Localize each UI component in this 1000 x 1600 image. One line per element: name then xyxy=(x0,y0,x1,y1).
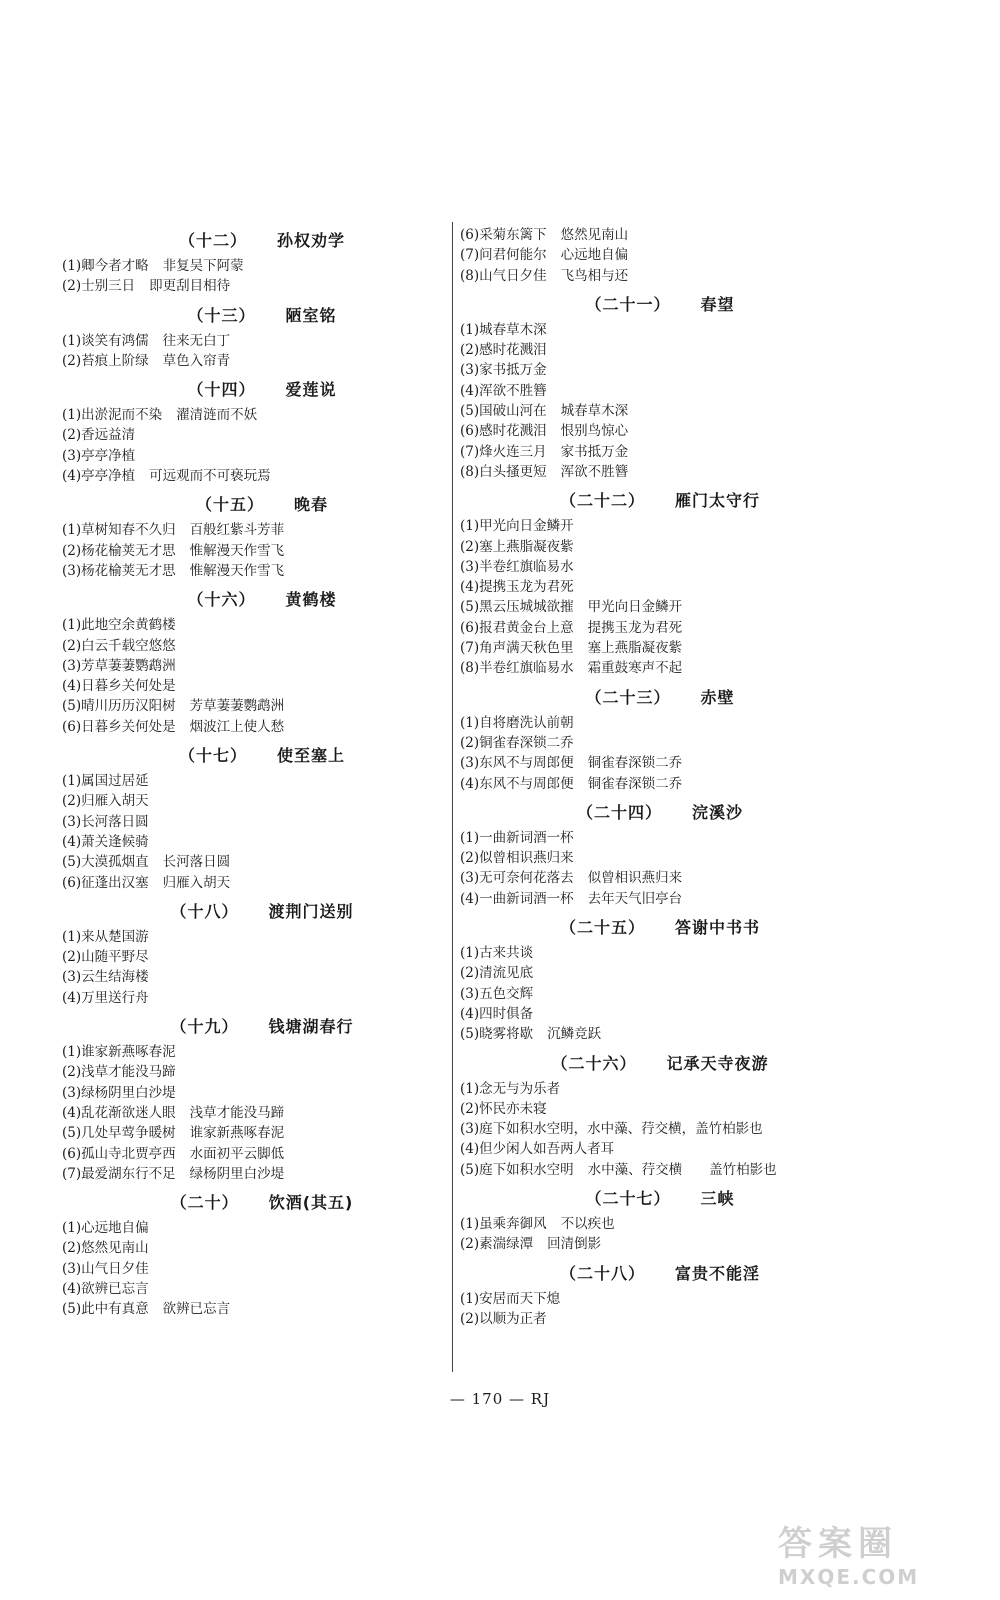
answer-section xyxy=(460,913,860,1044)
section-title xyxy=(460,798,860,828)
answer-section xyxy=(62,585,462,737)
answer-text: (3)绿杨阴里白沙堤 xyxy=(62,1084,176,1101)
answer-text: (3)长河落日圆 xyxy=(62,813,149,830)
answer-line xyxy=(460,658,860,678)
answer-text: (2)杨花榆荚无才思 xyxy=(62,542,176,559)
answer-line xyxy=(62,873,462,893)
answer-line xyxy=(62,656,462,676)
answer-section xyxy=(460,486,860,678)
answer-text: 往来无白丁 xyxy=(162,332,231,349)
answer-text: (3)杨花榆荚无才思 xyxy=(62,562,176,579)
answer-text: (5)此中有真意 xyxy=(62,1301,149,1318)
answer-line xyxy=(62,405,462,425)
section-heading: 爱莲说 xyxy=(285,380,337,400)
answer-line xyxy=(62,1164,462,1184)
answer-line xyxy=(460,1234,860,1254)
answer-text: 铜雀春深锁二乔 xyxy=(587,775,683,792)
answer-text: (3)芳草萋萋鹦鹉洲 xyxy=(62,657,176,674)
answer-text: (6)采菊东篱下 xyxy=(460,227,547,243)
answer-line xyxy=(460,1024,860,1044)
answer-line xyxy=(460,577,860,597)
answer-line xyxy=(62,561,462,581)
answer-text: 恨别鸟惊心 xyxy=(560,423,629,440)
answer-text: (2)感时花溅泪 xyxy=(460,342,547,359)
answer-text: (2)清流见底 xyxy=(460,965,534,982)
section-number: （二十八） xyxy=(559,1263,645,1283)
answer-text: (1)甲光向日金鳞开 xyxy=(460,518,574,535)
answer-text: (3)家书抵万金 xyxy=(460,362,547,379)
section-heading: 浣溪沙 xyxy=(692,802,744,822)
answer-text: 水中藻、荇交横 盖竹柏影也 xyxy=(587,1161,777,1178)
answer-line xyxy=(62,1083,462,1103)
answer-text: (1)城春草木深 xyxy=(460,321,547,338)
answer-text: 即更刮目相待 xyxy=(149,278,231,295)
answer-line xyxy=(460,537,860,557)
answer-text: (4)亭亭净植 xyxy=(62,468,136,485)
answer-line xyxy=(460,597,860,617)
section-number: （十三） xyxy=(187,305,256,325)
answer-text: 长河落日圆 xyxy=(162,854,231,871)
answer-text: (1)安居而天下熄 xyxy=(460,1290,561,1307)
answer-text: (2)塞上燕脂凝夜紫 xyxy=(460,538,574,555)
answer-line xyxy=(62,351,462,371)
answer-text: (4)但少闲人如吾两人者耳 xyxy=(460,1141,615,1158)
section-number: （二十四） xyxy=(576,802,662,822)
answer-line xyxy=(62,791,462,811)
answer-text: 塞上燕脂凝夜紫 xyxy=(587,640,683,657)
answer-text: (1)自将磨洗认前朝 xyxy=(460,714,574,731)
answer-text: (3)东风不与周郎便 xyxy=(460,755,574,772)
answer-line xyxy=(62,696,462,716)
answer-text: (3)无可奈何花落去 xyxy=(460,870,574,887)
answer-text: (3)庭下如积水空明，水中藻、荇交横，盖竹柏影也 xyxy=(460,1121,763,1138)
section-title xyxy=(62,226,462,256)
answer-text: 欲辨已忘言 xyxy=(162,1301,231,1318)
section-heading: 渡荆门送别 xyxy=(268,901,354,921)
answer-line xyxy=(460,442,860,462)
section-heading: 答谢中书书 xyxy=(675,918,761,938)
answer-line xyxy=(62,927,462,947)
right-column xyxy=(460,225,860,1329)
answer-text: (1)谁家新燕啄春泥 xyxy=(62,1044,176,1061)
answer-line xyxy=(460,713,860,733)
answer-line xyxy=(62,446,462,466)
answer-text: 悠然见南山 xyxy=(560,227,629,243)
answer-line xyxy=(460,421,860,441)
answer-text: 去年天气旧亭台 xyxy=(587,890,683,907)
answer-text: (7)烽火连三月 xyxy=(460,443,547,460)
answer-line xyxy=(62,1144,462,1164)
answer-line xyxy=(62,988,462,1008)
answer-text: 家书抵万金 xyxy=(560,443,629,460)
answer-text: (8)半卷红旗临易水 xyxy=(460,660,574,677)
answer-line xyxy=(62,541,462,561)
answer-line xyxy=(460,1309,860,1329)
answer-line xyxy=(460,848,860,868)
answer-section xyxy=(62,226,462,297)
answer-line xyxy=(62,1299,462,1319)
watermark-logo-text: 答案圈 xyxy=(778,1524,898,1564)
answer-section xyxy=(460,225,860,286)
answer-text: (2)似曾相识燕归来 xyxy=(460,850,574,867)
answer-text: (6)孤山寺北贾亭西 xyxy=(62,1145,176,1162)
answer-line xyxy=(460,340,860,360)
answer-section xyxy=(62,897,462,1008)
answer-text: (2)浅草才能没马蹄 xyxy=(62,1064,176,1081)
answer-text: (4)东风不与周郎便 xyxy=(460,775,574,792)
answer-text: 绿杨阴里白沙堤 xyxy=(189,1165,285,1182)
answer-text: 浅草才能没马蹄 xyxy=(189,1104,285,1121)
answer-text: (3)云生结海楼 xyxy=(62,969,149,986)
section-number: （十四） xyxy=(187,380,256,400)
answer-line xyxy=(62,520,462,540)
answer-line xyxy=(460,557,860,577)
answer-text: (1)念无与为乐者 xyxy=(460,1080,561,1097)
section-number: （二十） xyxy=(170,1193,239,1213)
section-heading: 孙权劝学 xyxy=(277,231,346,250)
answer-text: (2)苔痕上阶绿 xyxy=(62,352,149,369)
section-title xyxy=(460,1259,860,1289)
answer-text: (2)归雁入胡天 xyxy=(62,793,149,810)
answer-section xyxy=(62,1012,462,1184)
answer-line xyxy=(62,636,462,656)
answer-line xyxy=(62,466,462,486)
answer-text: 霜重鼓寒声不起 xyxy=(587,660,683,677)
answer-text: (2)铜雀春深锁二乔 xyxy=(460,734,574,751)
answer-text: (1)出淤泥而不染 xyxy=(62,407,163,424)
answer-line xyxy=(460,1214,860,1234)
answer-line xyxy=(62,1218,462,1238)
answer-line xyxy=(62,676,462,696)
section-title xyxy=(62,897,462,927)
answer-text: 非复吴下阿蒙 xyxy=(162,258,244,274)
watermark-logo xyxy=(778,1516,978,1589)
answer-text: 浑欲不胜簪 xyxy=(560,463,629,480)
answer-section xyxy=(460,1184,860,1255)
column-divider xyxy=(452,222,453,1372)
answer-text: (5)大漠孤烟直 xyxy=(62,854,149,871)
section-heading: 春望 xyxy=(700,294,735,314)
section-number: （十七） xyxy=(178,746,247,766)
answer-line xyxy=(62,947,462,967)
answer-text: (4)乱花渐欲迷人眼 xyxy=(62,1104,176,1121)
answer-text: (1)心远地自偏 xyxy=(62,1220,149,1237)
section-heading: 饮酒(其五) xyxy=(268,1193,354,1213)
answer-text: (1)一曲新词酒一杯 xyxy=(460,829,574,846)
answer-text: 草色入帘青 xyxy=(162,352,231,369)
answer-text: 烟波江上使人愁 xyxy=(189,718,285,735)
answer-text: 可远观而不可亵玩焉 xyxy=(149,468,271,485)
answer-line xyxy=(460,1289,860,1309)
answer-text: (7)最爱湖东行不足 xyxy=(62,1165,176,1182)
answer-text: 惟解漫天作雪飞 xyxy=(189,542,285,559)
section-heading: 三峡 xyxy=(700,1188,735,1208)
answer-text: (7)角声满天秋色里 xyxy=(460,640,574,657)
answer-text: 城春草木深 xyxy=(560,403,629,420)
answer-text: (6)征蓬出汉塞 xyxy=(62,874,149,891)
answer-line xyxy=(460,1004,860,1024)
answer-text: 惟解漫天作雪飞 xyxy=(189,562,285,579)
answer-section xyxy=(62,490,462,581)
answer-line xyxy=(62,1259,462,1279)
answer-line xyxy=(460,381,860,401)
answer-line xyxy=(460,225,860,245)
answer-line xyxy=(460,753,860,773)
answer-text: 心远地自偏 xyxy=(560,247,629,264)
section-heading: 黄鹤楼 xyxy=(285,590,337,610)
section-number: （二十五） xyxy=(559,918,645,938)
answer-line xyxy=(62,852,462,872)
answer-line xyxy=(62,812,462,832)
answer-text: (4)萧关逢候骑 xyxy=(62,833,149,850)
section-title xyxy=(62,1012,462,1042)
answer-line xyxy=(460,1160,860,1180)
section-number: （二十六） xyxy=(551,1053,637,1073)
answer-text: (4)浑欲不胜簪 xyxy=(460,382,547,399)
answer-section xyxy=(62,375,462,486)
answer-section xyxy=(460,683,860,794)
answer-text: (4)提携玉龙为君死 xyxy=(460,579,574,596)
answer-text: (1)古来共谈 xyxy=(460,945,534,962)
answer-text: (1)草树知春不久归 xyxy=(62,522,176,539)
section-title xyxy=(460,1049,860,1079)
answer-section xyxy=(460,1049,860,1180)
section-number: （二十七） xyxy=(585,1188,671,1208)
answer-line xyxy=(62,615,462,635)
answer-text: (6)感时花溅泪 xyxy=(460,423,547,440)
section-title xyxy=(460,486,860,516)
answer-line xyxy=(62,1042,462,1062)
section-title xyxy=(62,585,462,615)
answer-text: (2)悠然见南山 xyxy=(62,1240,149,1257)
answer-line xyxy=(62,425,462,445)
section-title xyxy=(62,490,462,520)
section-number: （十九） xyxy=(170,1017,239,1037)
section-title xyxy=(62,375,462,405)
answer-text: (2)山随平野尽 xyxy=(62,949,149,966)
section-title xyxy=(62,1188,462,1218)
answer-line xyxy=(62,832,462,852)
answer-line xyxy=(460,638,860,658)
answer-text: 谁家新燕啄春泥 xyxy=(189,1125,285,1142)
answer-text: 不以疾也 xyxy=(560,1215,615,1232)
answer-text: (1)属国过居延 xyxy=(62,773,149,790)
section-title xyxy=(62,741,462,771)
answer-text: 归雁入胡天 xyxy=(162,874,231,891)
answer-section xyxy=(460,1259,860,1330)
answer-line xyxy=(460,320,860,340)
section-title xyxy=(460,290,860,320)
answer-text: (3)亭亭净植 xyxy=(62,447,136,464)
answer-text: (5)晓雾将歇 xyxy=(460,1026,534,1043)
answer-line xyxy=(460,733,860,753)
section-number: （十六） xyxy=(187,590,256,610)
answer-line xyxy=(62,1123,462,1143)
section-heading: 富贵不能淫 xyxy=(675,1263,761,1283)
answer-section xyxy=(460,290,860,482)
answer-text: (4)欲辨已忘言 xyxy=(62,1280,149,1297)
section-number: （十五） xyxy=(195,495,264,515)
answer-line xyxy=(62,1062,462,1082)
answer-text: (3)五色交辉 xyxy=(460,985,534,1002)
answer-line xyxy=(460,462,860,482)
answer-text: (1)卿今者才略 xyxy=(62,258,149,274)
answer-line xyxy=(62,967,462,987)
answer-line xyxy=(460,1139,860,1159)
answer-text: (5)庭下如积水空明 xyxy=(460,1161,574,1178)
watermark-logo-url: MXQE.COM xyxy=(778,1565,920,1589)
answer-text: 甲光向日金鳞开 xyxy=(587,599,683,616)
answer-line xyxy=(62,771,462,791)
answer-text: (5)几处早莺争暖树 xyxy=(62,1125,176,1142)
answer-line xyxy=(460,828,860,848)
answer-text: 芳草萋萋鹦鹉洲 xyxy=(189,698,285,715)
answer-text: (2)士别三日 xyxy=(62,278,136,295)
answer-text: (6)报君黄金台上意 xyxy=(460,619,574,636)
answer-line xyxy=(460,963,860,983)
answer-text: 铜雀春深锁二乔 xyxy=(587,755,683,772)
answer-text: (1)此地空余黄鹤楼 xyxy=(62,617,176,634)
answer-text: (1)虽乘奔御风 xyxy=(460,1215,547,1232)
left-column xyxy=(62,222,462,1320)
section-heading: 陋室铭 xyxy=(285,305,337,325)
page-footer: — 170 — RJ xyxy=(449,1390,551,1408)
answer-line xyxy=(460,401,860,421)
section-title xyxy=(62,301,462,331)
answer-line xyxy=(460,618,860,638)
answer-line xyxy=(62,1279,462,1299)
section-number: （二十三） xyxy=(585,687,671,707)
section-title xyxy=(460,683,860,713)
answer-line xyxy=(62,276,462,296)
answer-text: 提携玉龙为君死 xyxy=(587,619,683,636)
answer-text: (3)山气日夕佳 xyxy=(62,1260,149,1277)
answer-text: (2)白云千载空悠悠 xyxy=(62,637,176,654)
section-heading: 赤壁 xyxy=(700,687,735,707)
answer-text: 水面初平云脚低 xyxy=(189,1145,285,1162)
section-title xyxy=(460,1184,860,1214)
answer-text: (3)半卷红旗临易水 xyxy=(460,558,574,575)
answer-text: (8)山气日夕佳 xyxy=(460,267,547,284)
answer-text: (5)黑云压城城欲摧 xyxy=(460,599,574,616)
answer-line xyxy=(460,516,860,536)
answer-section xyxy=(62,741,462,893)
answer-line xyxy=(460,245,860,265)
section-number: （十二） xyxy=(178,231,247,250)
answer-line xyxy=(460,266,860,286)
answer-section xyxy=(62,301,462,372)
answer-line xyxy=(460,1079,860,1099)
section-heading: 雁门太守行 xyxy=(675,491,761,511)
answer-text: (4)一曲新词酒一杯 xyxy=(460,890,574,907)
section-heading: 晚春 xyxy=(294,495,329,515)
section-number: （二十二） xyxy=(559,491,645,511)
answer-line xyxy=(460,1099,860,1119)
section-heading: 记承天寺夜游 xyxy=(666,1053,769,1073)
answer-text: (8)白头搔更短 xyxy=(460,463,547,480)
answer-section xyxy=(460,798,860,909)
answer-text: (7)问君何能尔 xyxy=(460,247,547,264)
answer-line xyxy=(62,1103,462,1123)
answer-line xyxy=(62,256,462,276)
answer-text: (2)怀民亦未寝 xyxy=(460,1100,547,1117)
answer-line xyxy=(62,717,462,737)
answer-text: (6)日暮乡关何处是 xyxy=(62,718,176,735)
answer-text: (2)香远益清 xyxy=(62,427,136,444)
section-number: （十八） xyxy=(170,901,239,921)
answer-text: (4)四时俱备 xyxy=(460,1005,534,1022)
answer-text: (4)万里送行舟 xyxy=(62,989,149,1006)
answer-text: (1)来从楚国游 xyxy=(62,928,149,945)
answer-text: 回清倒影 xyxy=(547,1236,602,1253)
answer-text: (4)日暮乡关何处是 xyxy=(62,678,176,695)
answer-line xyxy=(460,774,860,794)
answer-text: (5)晴川历历汉阳树 xyxy=(62,698,176,715)
answer-line xyxy=(62,331,462,351)
answer-line xyxy=(460,1119,860,1139)
section-title xyxy=(460,913,860,943)
answer-line xyxy=(62,1238,462,1258)
answer-line xyxy=(460,984,860,1004)
answer-text: 似曾相识燕归来 xyxy=(587,870,683,887)
section-heading: 使至塞上 xyxy=(277,746,346,766)
answer-text: (1)谈笑有鸿儒 xyxy=(62,332,149,349)
answer-line xyxy=(460,889,860,909)
section-heading: 钱塘湖春行 xyxy=(268,1017,354,1037)
answer-text: 飞鸟相与还 xyxy=(560,267,629,284)
answer-line xyxy=(460,360,860,380)
answer-text: (2)以顺为正者 xyxy=(460,1310,547,1327)
answer-text: 百般红紫斗芳菲 xyxy=(189,522,285,539)
answer-line xyxy=(460,943,860,963)
answer-line xyxy=(460,868,860,888)
answer-text: (5)国破山河在 xyxy=(460,403,547,420)
section-number: （二十一） xyxy=(585,294,671,314)
answer-section xyxy=(62,1188,462,1319)
answer-text: 沉鳞竞跃 xyxy=(547,1026,602,1043)
answer-text: 濯清涟而不妖 xyxy=(176,407,258,424)
answer-text: (2)素湍绿潭 xyxy=(460,1236,534,1253)
